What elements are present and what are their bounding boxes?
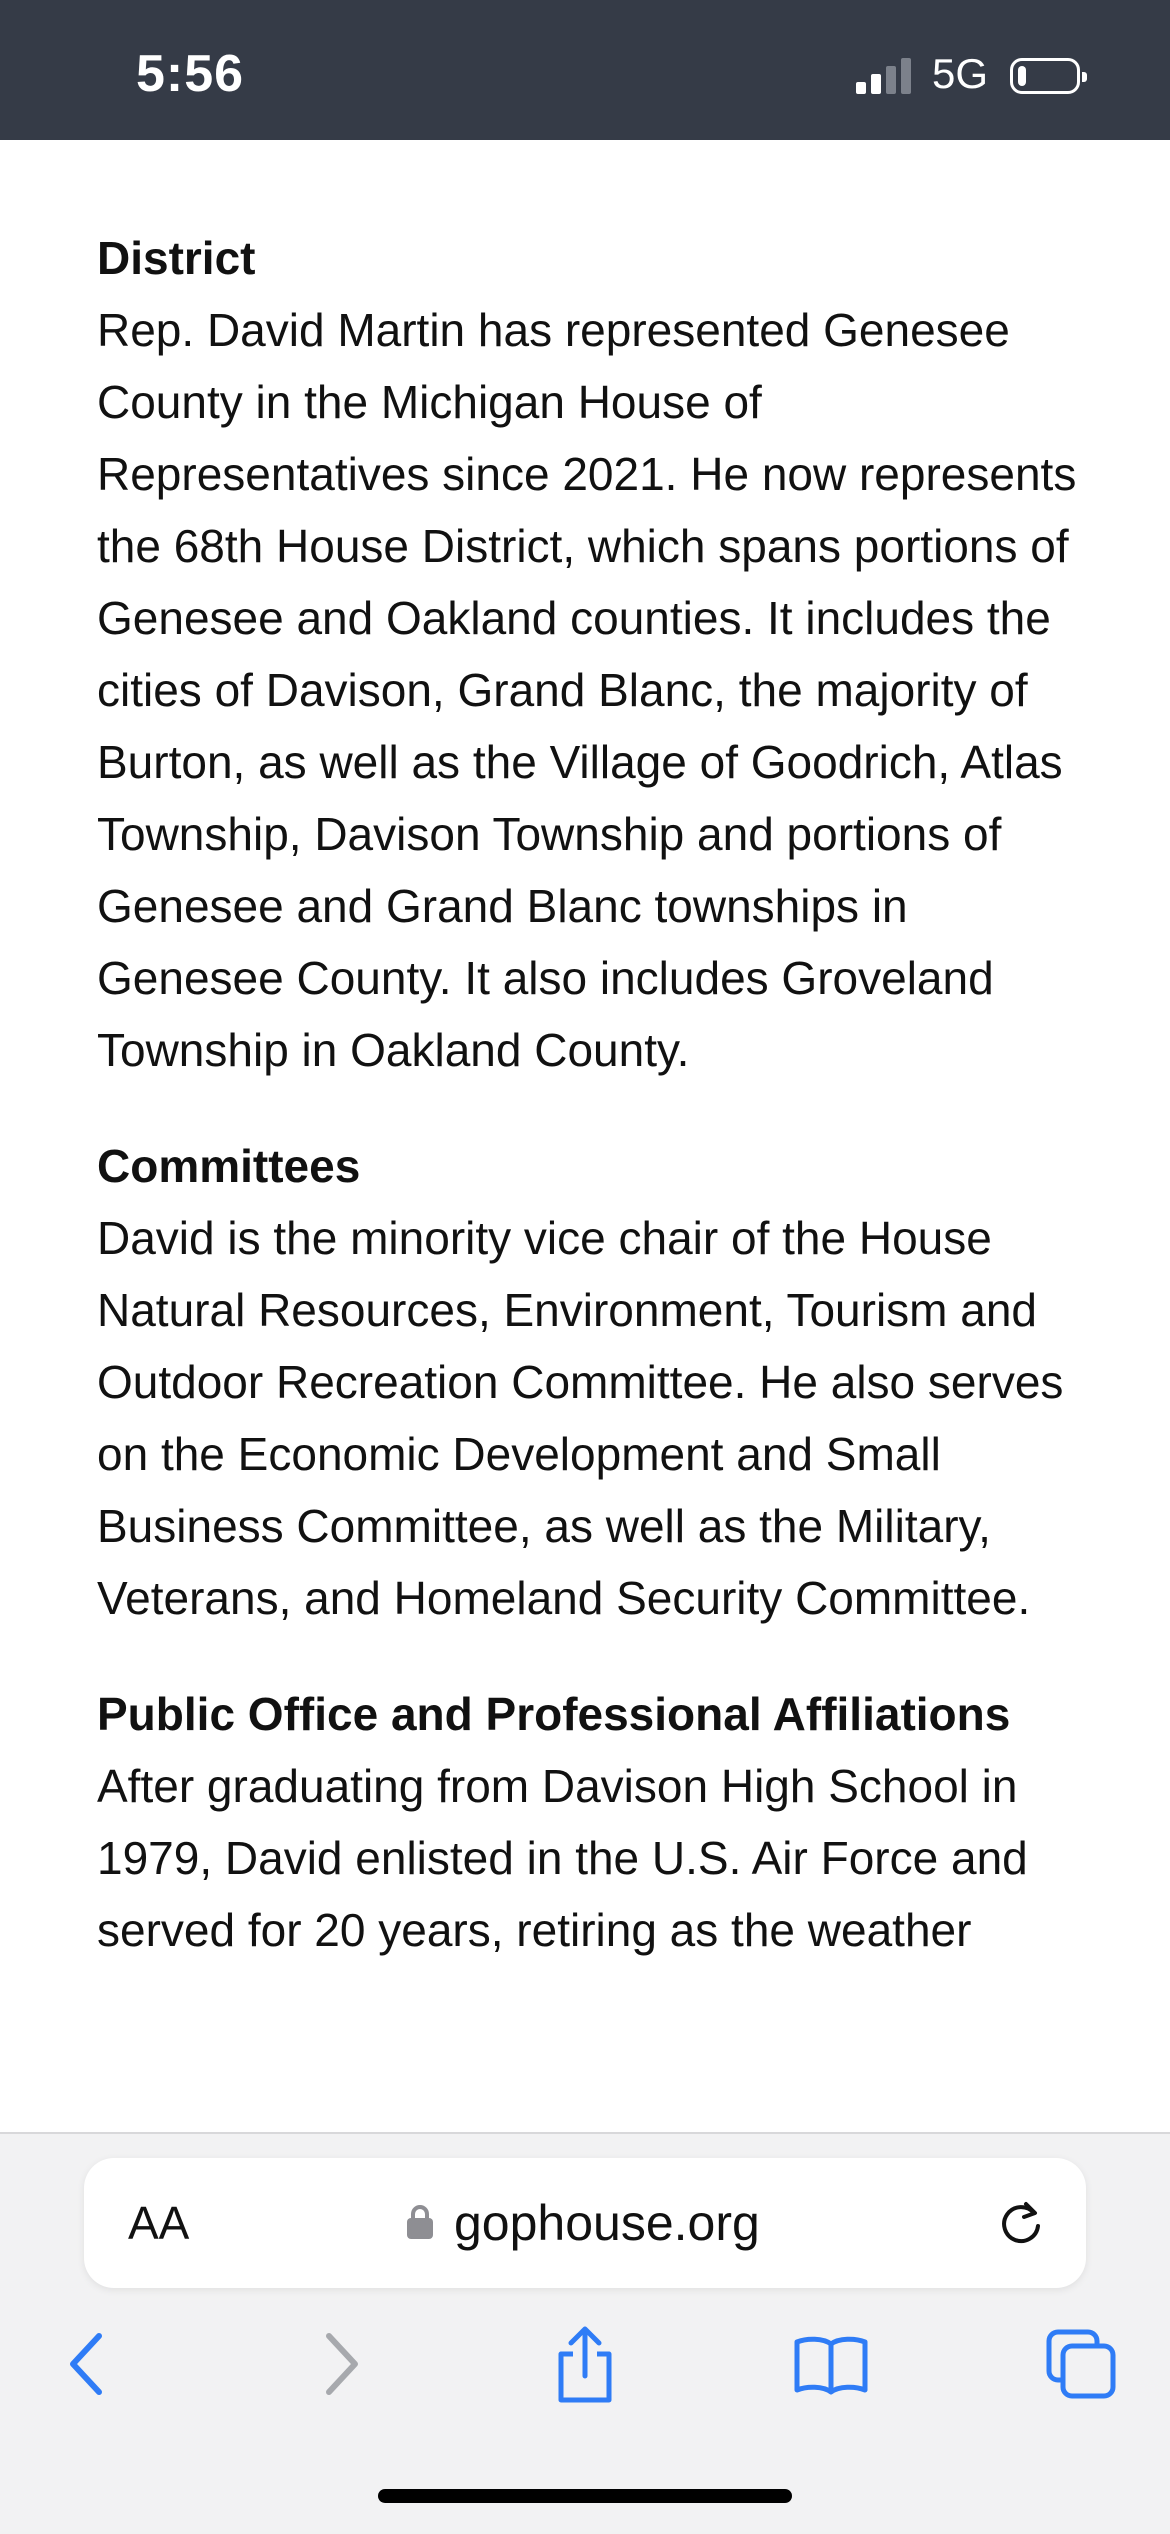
section-heading: Committees [97,1140,361,1192]
text-size-button[interactable] [128,2196,189,2250]
url-text[interactable]: gophouse.org [454,2195,760,2251]
lock-icon [406,2204,434,2240]
section-body: Rep. David Martin has represented Genesee County in the Michigan House of Representatives since 2021. He now represents the 68th House District, which spans portions of Genesee and Oakland counties. It includes the cities of Davison, Grand Blanc, the majority of Burton, as well as the Village of Goodrich, Atlas Township, Davison Township and portions of Genesee and Grand Blanc townships in Genesee County. It also includes Groveland Township in Oakland County. [97,304,1077,1076]
tabs-icon [1045,2328,1117,2400]
section-committees [97,1130,1097,1634]
chevron-right-icon [319,2332,363,2396]
bookmarks-button[interactable] [786,2314,876,2414]
share-button[interactable] [540,2314,630,2414]
chevron-left-icon [65,2332,109,2396]
status-time: 5:56 [136,45,245,103]
section-heading: District [97,232,256,284]
home-indicator[interactable] [378,2489,792,2503]
cellular-signal-icon [856,58,914,94]
battery-icon [1010,58,1080,94]
status-bar [0,0,1170,140]
browser-toolbar [0,2132,1170,2534]
tabs-button[interactable] [1036,2314,1126,2414]
nav-row [0,2314,1170,2424]
share-icon [553,2324,617,2404]
book-icon [793,2332,869,2396]
text-size-label: AA [128,2197,190,2249]
address-bar[interactable] [84,2158,1086,2288]
article-content [97,222,1097,2010]
battery-level [1018,66,1026,86]
section-heading: Public Office and Professional Affiliations [97,1688,1011,1740]
section-body: David is the minority vice chair of the House Natural Resources, Environment, Tourism and Outdoor Recreation Committee. He also serves on the Economic Development and Small Business Committee, as well as the Military, Veterans, and Homeland Security Committee. [97,1212,1064,1624]
section-public-office [97,1678,1097,1966]
back-button[interactable] [42,2314,132,2414]
network-type: 5G [932,50,989,97]
section-body: After graduating from Davison High School in 1979, David enlisted in the U.S. Air Force and served for 20 years, retiring as the weather [97,1760,1028,1956]
reload-icon[interactable] [994,2196,1048,2250]
forward-button[interactable] [296,2314,386,2414]
section-district [97,222,1097,1086]
